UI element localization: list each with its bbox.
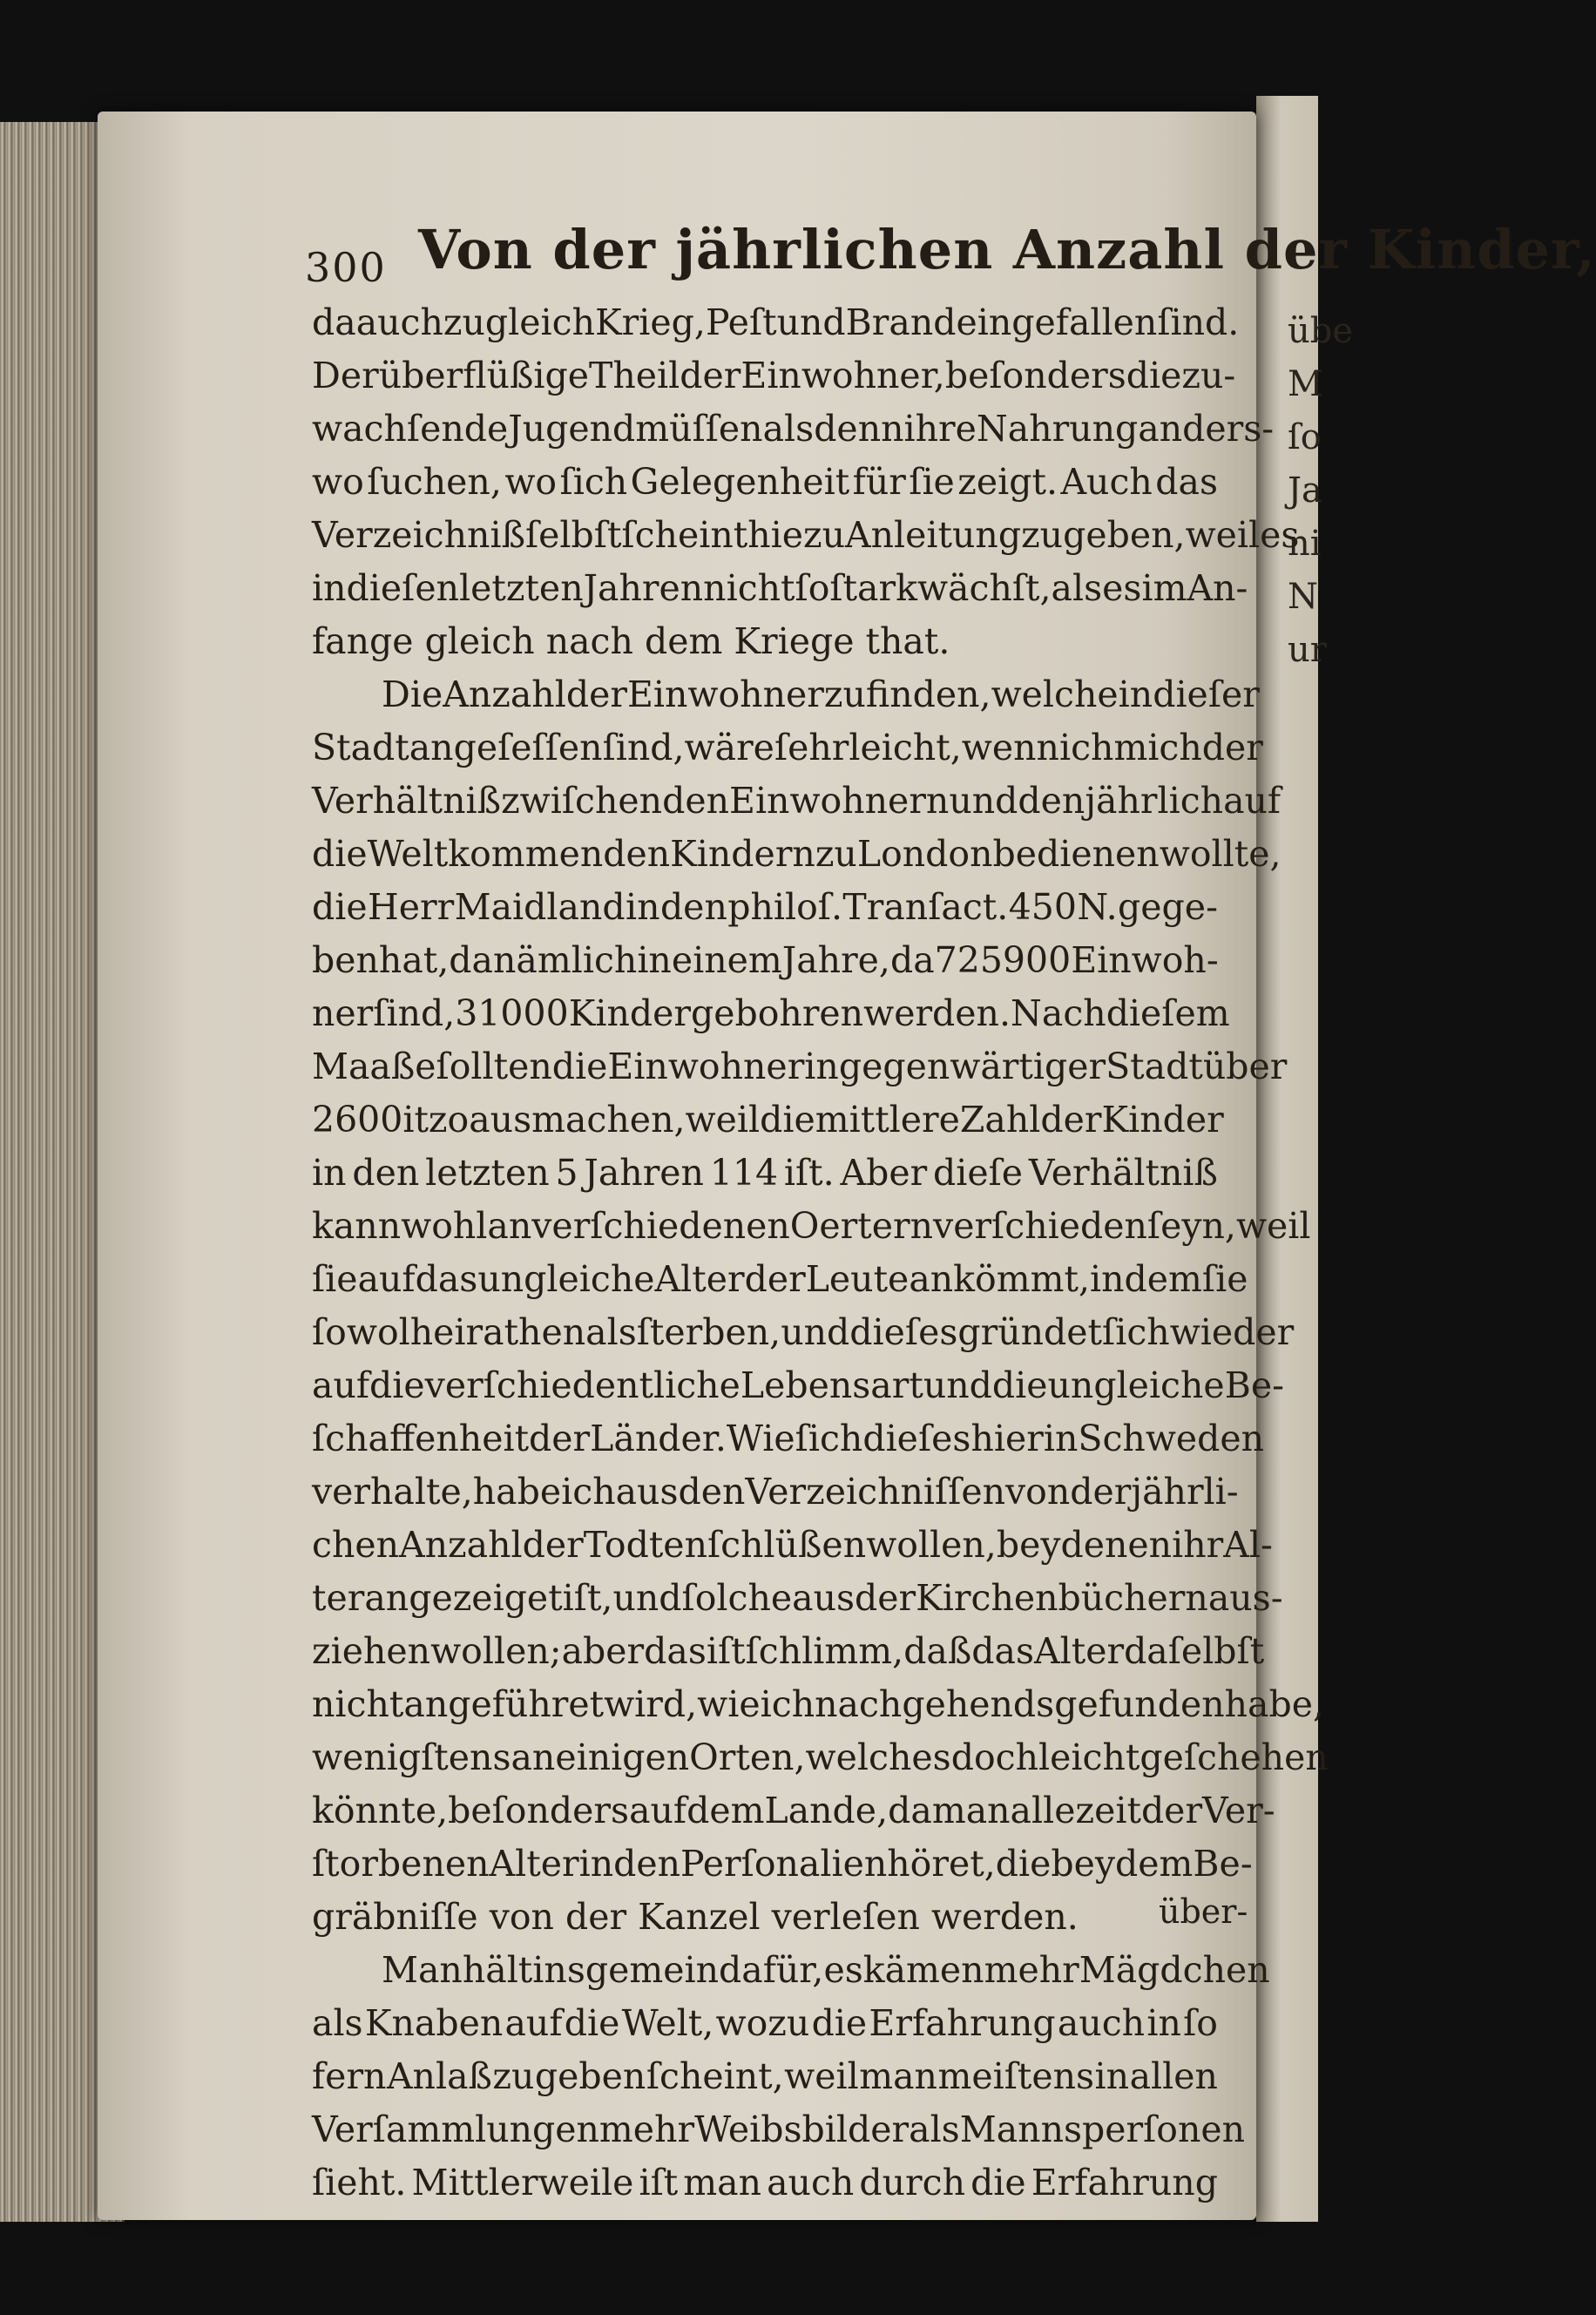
text-line: ſie auf das ungleiche Alter der Leute ankömmt, in dem ſie xyxy=(312,1258,1248,1300)
next-page-fragment: ur xyxy=(1288,630,1327,670)
text-line: wenigſtens an einigen Orten, welches doch leicht geſchehen xyxy=(312,1736,1329,1778)
next-page-fragment: Ja xyxy=(1288,470,1322,511)
text-line: als Knaben auf die Welt, wozu die Erfahrung auch in ſo xyxy=(312,2002,1218,2044)
text-line: auf die verſchiedentliche Lebensart und die ungleiche Be- xyxy=(312,1364,1284,1406)
next-page-fragment: übe xyxy=(1288,311,1354,351)
text-line: ter angezeiget iſt, und ſolche aus der Kirchenbüchern aus- xyxy=(312,1577,1283,1619)
text-line: in dieſen letzten Jahren nicht ſo ſtark wächſt, als es im An- xyxy=(312,567,1248,609)
text-line: ben hat, da nämlich in einem Jahre, da 725900 Einwoh- xyxy=(312,939,1219,981)
text-line: chen Anzahl der Todten ſchlüßen wollen, bey denen ihr Al- xyxy=(312,1524,1273,1566)
next-page-fragment: M xyxy=(1288,364,1323,404)
text-line: gräbniſſe von der Kanzel verleſen werden. xyxy=(312,1896,1079,1938)
text-line: ziehen wollen; aber das iſt ſchlimm, daß das Alter daſelbſt xyxy=(312,1630,1265,1672)
page-header xyxy=(305,218,1596,296)
text-line: 2600 itzo ausmachen, weil die mittlere Zahl der Kinder xyxy=(312,1099,1224,1141)
text-line: in den letzten 5 Jahren 114 iſt. Aber dieſe Verhältniß xyxy=(312,1152,1218,1194)
text-line: könnte, beſonders auf dem Lande, da man allezeit der Ver- xyxy=(312,1790,1275,1831)
text-line: nicht angeführet wird, wie ich nachgehends gefunden habe, xyxy=(312,1683,1325,1725)
body-text xyxy=(312,296,1329,2210)
text-line: fange gleich nach dem Kriege that. xyxy=(312,620,950,662)
running-title: Von der jährlichen Anzahl der Kinder, xyxy=(418,218,1596,281)
text-line: wo ſuchen, wo ſich Gelegenheit für ſie zeigt. Auch das xyxy=(312,461,1218,503)
paragraph-start: Man hält insgemein dafür, es kämen mehr Mägdchen xyxy=(382,1949,1270,1991)
text-line: verhalte, habe ich aus den Verzeichniſſen von der jährli- xyxy=(312,1471,1239,1513)
text-line: die Welt kommenden Kindern zu London bedienen wollte, xyxy=(312,833,1282,875)
next-page-fragments xyxy=(1288,305,1354,677)
text-line: Der überflüßige Theil der Einwohner, beſonders die zu- xyxy=(312,355,1236,396)
paragraph-start: Die Anzahl der Einwohner zu finden, welche in dieſer xyxy=(382,674,1260,715)
text-line: Verhältniß zwiſchen den Einwohnern und den jährlich auf xyxy=(312,780,1282,822)
text-line: wachſende Jugend müſſen alsdenn ihre Nahrung anders- xyxy=(312,408,1275,450)
catchword: über- xyxy=(1159,1892,1248,1931)
text-line: ſowol heirathen als ſterben, und dieſes gründet ſich wieder xyxy=(312,1311,1295,1353)
text-line: ner ſind, 31000 Kinder gebohren werden. Nach dieſem xyxy=(312,992,1230,1034)
text-line: Stadt angeſeſſen ſind, wäre ſehr leicht, wenn ich mich der xyxy=(312,727,1263,768)
next-page-fragment: ſo xyxy=(1288,417,1322,457)
text-line: ſchaffenheit der Länder. Wie ſich dieſes hier in Schweden xyxy=(312,1418,1265,1459)
text-line: kann wohl an verſchiedenen Oertern verſchieden ſeyn, weil xyxy=(312,1205,1311,1247)
text-line: da auch zugleich Krieg, Peſt und Brand eingefallen ſind. xyxy=(312,301,1240,343)
text-line: ſtorbenen Alter in den Perſonalien höret, die bey dem Be- xyxy=(312,1843,1253,1885)
text-line: fern Anlaß zu geben ſcheint, weil man meiſtens in allen xyxy=(312,2055,1218,2097)
text-line: Verzeichniß ſelbſt ſcheint hiezu Anleitung zu geben, weil es xyxy=(312,514,1300,556)
page-number: 300 xyxy=(305,244,387,291)
text-line: die Herr Maidland in den philoſ. Tranſact. 450 N. gege- xyxy=(312,886,1218,928)
text-line: ſieht. Mittlerweile iſt man auch durch die Erfahrung xyxy=(312,2162,1218,2203)
next-page-fragment: ni xyxy=(1288,524,1322,564)
text-line: Verſammlungen mehr Weibsbilder als Mannsperſonen xyxy=(312,2109,1246,2150)
next-page-fragment: N xyxy=(1288,577,1318,617)
text-line: Maaße ſollten die Einwohner in gegenwärtiger Stadt über xyxy=(312,1046,1288,1087)
